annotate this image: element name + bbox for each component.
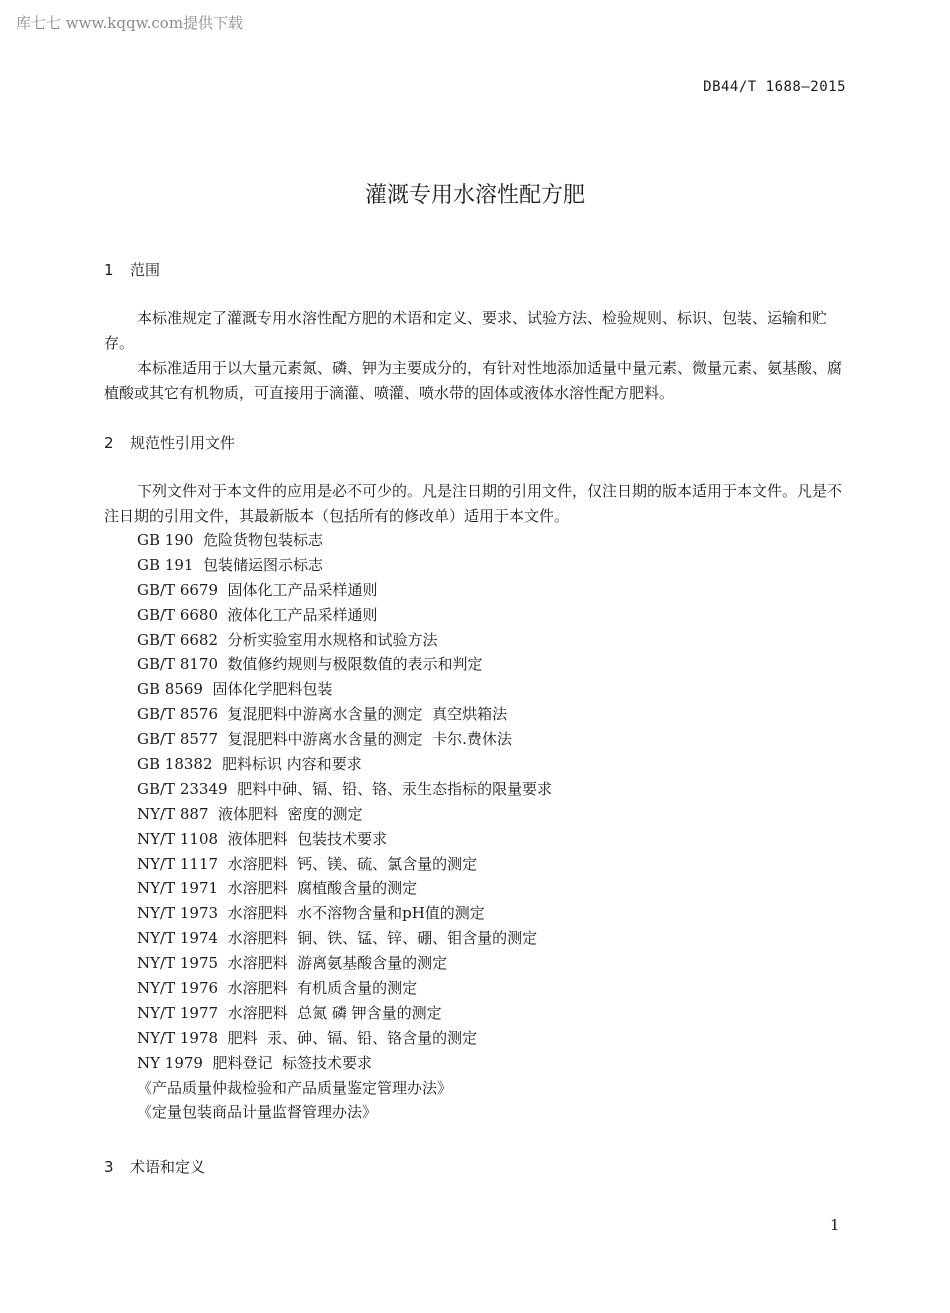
reference-item: 《定量包装商品计量监督管理办法》 bbox=[137, 1103, 378, 1122]
paragraph: 下列文件对于本文件的应用是必不可少的。凡是注日期的引用文件，仅注日期的版本适用于本文件。凡是不注日期的引用文件，其最新版本（包括所有的修改单）适用于本文件。 bbox=[104, 482, 843, 525]
reference-item: GB/T 6680 液体化工产品采样通则 bbox=[137, 605, 378, 624]
reference-item: NY/T 1108 液体肥料 包装技术要求 bbox=[137, 829, 388, 848]
section-number: 2 bbox=[104, 434, 114, 452]
reference-item: NY 1979 肥料登记 标签技术要求 bbox=[137, 1053, 373, 1072]
reference-item: 《产品质量仲裁检验和产品质量鉴定管理办法》 bbox=[137, 1078, 453, 1097]
reference-item: GB/T 8170 数值修约规则与极限数值的表示和判定 bbox=[137, 655, 483, 674]
reference-item: NY/T 1971 水溶肥料 腐植酸含量的测定 bbox=[137, 879, 418, 898]
reference-item: NY/T 1975 水溶肥料 游离氨基酸含量的测定 bbox=[137, 954, 448, 973]
section-heading-text: 规范性引用文件 bbox=[130, 434, 236, 452]
section-number: 3 bbox=[104, 1158, 114, 1176]
reference-item: NY/T 1974 水溶肥料 铜、铁、锰、锌、硼、钼含量的测定 bbox=[137, 929, 538, 948]
watermark-text: 库七七 www.kqqw.com提供下载 bbox=[16, 14, 244, 32]
section-heading bbox=[104, 432, 235, 453]
reference-item: NY/T 1978 肥料 汞、砷、镉、铅、铬含量的测定 bbox=[137, 1028, 478, 1047]
page-number: 1 bbox=[830, 1216, 840, 1234]
reference-item: NY/T 1977 水溶肥料 总氮 磷 钾含量的测定 bbox=[137, 1003, 442, 1022]
standard-code: DB44/T 1688—2015 bbox=[703, 79, 846, 95]
section-number: 1 bbox=[104, 261, 114, 279]
section-heading bbox=[104, 259, 160, 280]
reference-item: NY/T 887 液体肥料 密度的测定 bbox=[137, 804, 363, 823]
section-heading-text: 范围 bbox=[130, 261, 161, 279]
paragraph: 本标准适用于以大量元素氮、磷、钾为主要成分的，有针对性地添加适量中量元素、微量元素、氨基酸、腐植酸或其它有机物质，可直接用于滴灌、喷灌、喷水带的固体或液体水溶性配方肥料。 bbox=[104, 359, 843, 402]
reference-item: GB/T 6679 固体化工产品采样通则 bbox=[137, 580, 378, 599]
section-heading-text: 术语和定义 bbox=[130, 1158, 206, 1176]
reference-item: NY/T 1117 水溶肥料 钙、镁、硫、氯含量的测定 bbox=[137, 854, 478, 873]
reference-item: GB/T 6682 分析实验室用水规格和试验方法 bbox=[137, 630, 438, 649]
reference-item: GB 8569 固体化学肥料包装 bbox=[137, 680, 333, 699]
reference-list bbox=[137, 528, 552, 1125]
reference-item: NY/T 1973 水溶肥料 水不溶物含量和pH值的测定 bbox=[137, 904, 485, 923]
reference-item: GB/T 23349 肥料中砷、镉、铅、铬、汞生态指标的限量要求 bbox=[137, 779, 553, 798]
document-title: 灌溉专用水溶性配方肥 bbox=[364, 183, 585, 208]
reference-item: GB 190 危险货物包装标志 bbox=[137, 531, 323, 549]
reference-item: GB 191 包装储运图示标志 bbox=[137, 555, 323, 574]
reference-item: GB 18382 肥料标识 内容和要求 bbox=[137, 755, 362, 774]
reference-item: GB/T 8576 复混肥料中游离水含量的测定 真空烘箱法 bbox=[137, 705, 508, 724]
reference-item: NY/T 1976 水溶肥料 有机质含量的测定 bbox=[137, 979, 418, 998]
reference-item: GB/T 8577 复混肥料中游离水含量的测定 卡尔.费休法 bbox=[137, 730, 512, 749]
paragraph: 本标准规定了灌溉专用水溶性配方肥的术语和定义、要求、试验方法、检验规则、标识、包装、运输和贮存。 bbox=[104, 309, 828, 352]
section-heading bbox=[104, 1156, 205, 1177]
